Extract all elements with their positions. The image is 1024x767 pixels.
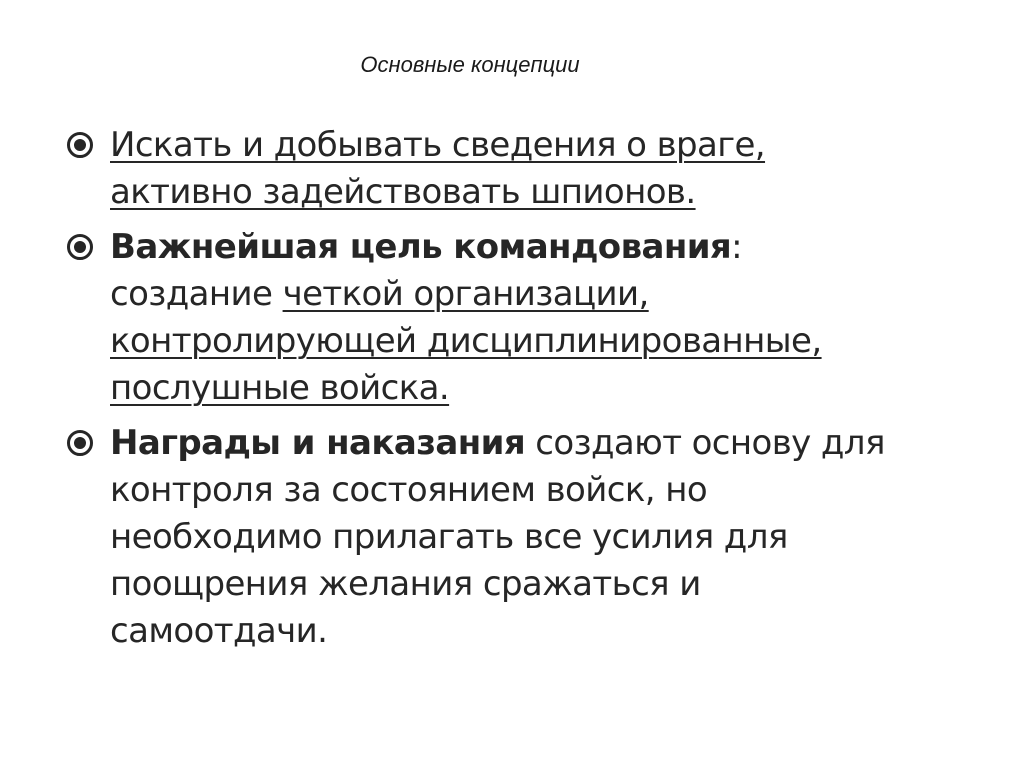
- bullet-3-text-3: необходимо прилагать все усилия для: [110, 517, 788, 557]
- bullet-3-text-2: контроля за состоянием войск, но: [110, 470, 708, 510]
- bullet-2-plain: создание: [110, 274, 283, 314]
- bullet-1-line-2: активно задействовать шпионов.: [110, 172, 696, 212]
- bullet-2-heading: Важнейшая цель командования: [110, 227, 732, 267]
- slide-title: Основные концепции: [360, 52, 580, 77]
- bullet-list: [64, 122, 944, 663]
- bullet-3-heading: Награды и наказания: [110, 423, 526, 463]
- bullet-2-underlined-1: четкой организации,: [282, 274, 649, 314]
- bullet-1-line-1: Искать и добывать сведения о враге,: [110, 125, 766, 165]
- bullet-item-2: [64, 224, 944, 412]
- circled-dot-icon: [66, 429, 94, 457]
- bullet-2-colon: :: [731, 227, 743, 267]
- bullet-2-underlined-2: контролирующей дисциплинированные,: [110, 321, 822, 361]
- circled-dot-icon: [66, 131, 94, 159]
- bullet-2-underlined-3: послушные войска.: [110, 368, 450, 408]
- bullet-3-text-4: поощрения желания сражаться и: [110, 564, 701, 604]
- bullet-item-1: [64, 122, 944, 216]
- bullet-3-text-5: самоотдачи.: [110, 611, 328, 651]
- circled-dot-icon: [66, 233, 94, 261]
- bullet-3-text-1: создают основу для: [525, 423, 885, 463]
- bullet-item-3: [64, 420, 944, 655]
